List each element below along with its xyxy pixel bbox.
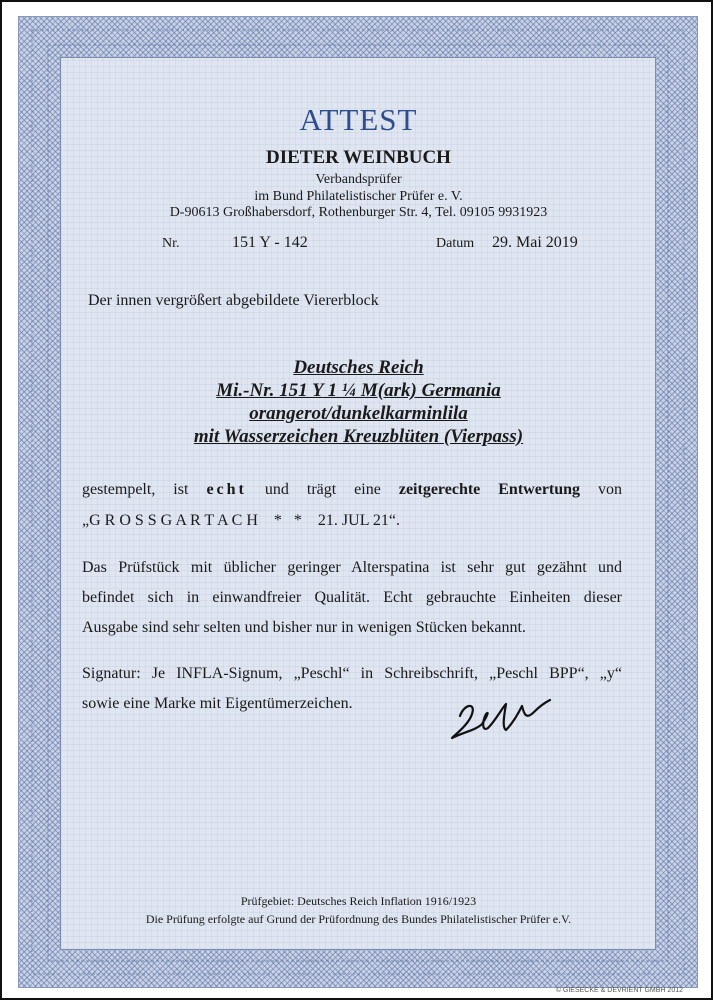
examiner-association: im Bund Philatelistischer Prüfer e. V. [254,189,463,204]
stamp-line-3: orangerot/dunkelkarminlila [249,403,468,424]
examiner-address: D-90613 Großhabersdorf, Rothenburger Str. 4, Tel. 09105 9931923 [169,205,548,220]
number-value: 151 Y - 142 [232,234,308,251]
footer-scope: Prüfgebiet: Deutsches Reich Inflation 1916/1923 [240,894,477,908]
signatur-line-2: sowie eine Marke mit Eigentümerzeichen. [82,695,353,712]
condition-line-3: Ausgabe sind sehr selten und bisher nur in wenigen Stücken bekannt. [82,619,526,636]
date-label: Datum [436,236,475,251]
intro-text: Der innen vergrößert abgebildete Viererblock [88,292,379,309]
condition-line-1: Das Prüfstück mit üblicher geringer Alterspatina ist sehr gut gezähnt und [82,559,622,576]
signatur-line-1: Signatur: Je INFLA-Signum, „Peschl“ in Schreibschrift, „Peschl BPP“, „y“ [82,665,622,682]
handwritten-signature [442,694,582,744]
stamp-line-4: mit Wasserzeichen Kreuzblüten (Vierpass) [193,426,524,447]
cancellation-text: „G R O S S G A R T A C H * * 21. JUL 21“. [82,512,400,529]
condition-line-2: befindet sich in einwandfreier Qualität. Echt gebrauchte Einheiten dieser [82,589,622,606]
certificate-title: ATTEST [299,102,418,137]
date-value: 29. Mai 2019 [492,234,578,251]
stamp-line-2: Mi.-Nr. 151 Y 1 ¼ M(ark) Germania [216,380,501,401]
verdict-part-2: und trägt eine [264,481,381,498]
footer-regulation: Die Prüfung erfolgte auf Grund der Prüfordnung des Bundes Philatelistischer Prüfer e.V. [145,912,572,926]
number-label: Nr. [162,236,180,251]
examiner-name: DIETER WEINBUCH [266,147,451,168]
printer-imprint: © GIESECKE & DEVRIENT GMBH 2012 [555,987,683,994]
verdict-entwertung: zeitgerechte Entwertung [398,481,581,498]
verdict-line [82,481,622,499]
verdict-echt: echt [206,481,247,498]
verdict-part-3: von [598,481,623,498]
verdict-part-1: gestempelt, ist [82,481,189,498]
stamp-line-1: Deutsches Reich [293,357,424,378]
examiner-role: Verbandsprüfer [315,172,402,187]
